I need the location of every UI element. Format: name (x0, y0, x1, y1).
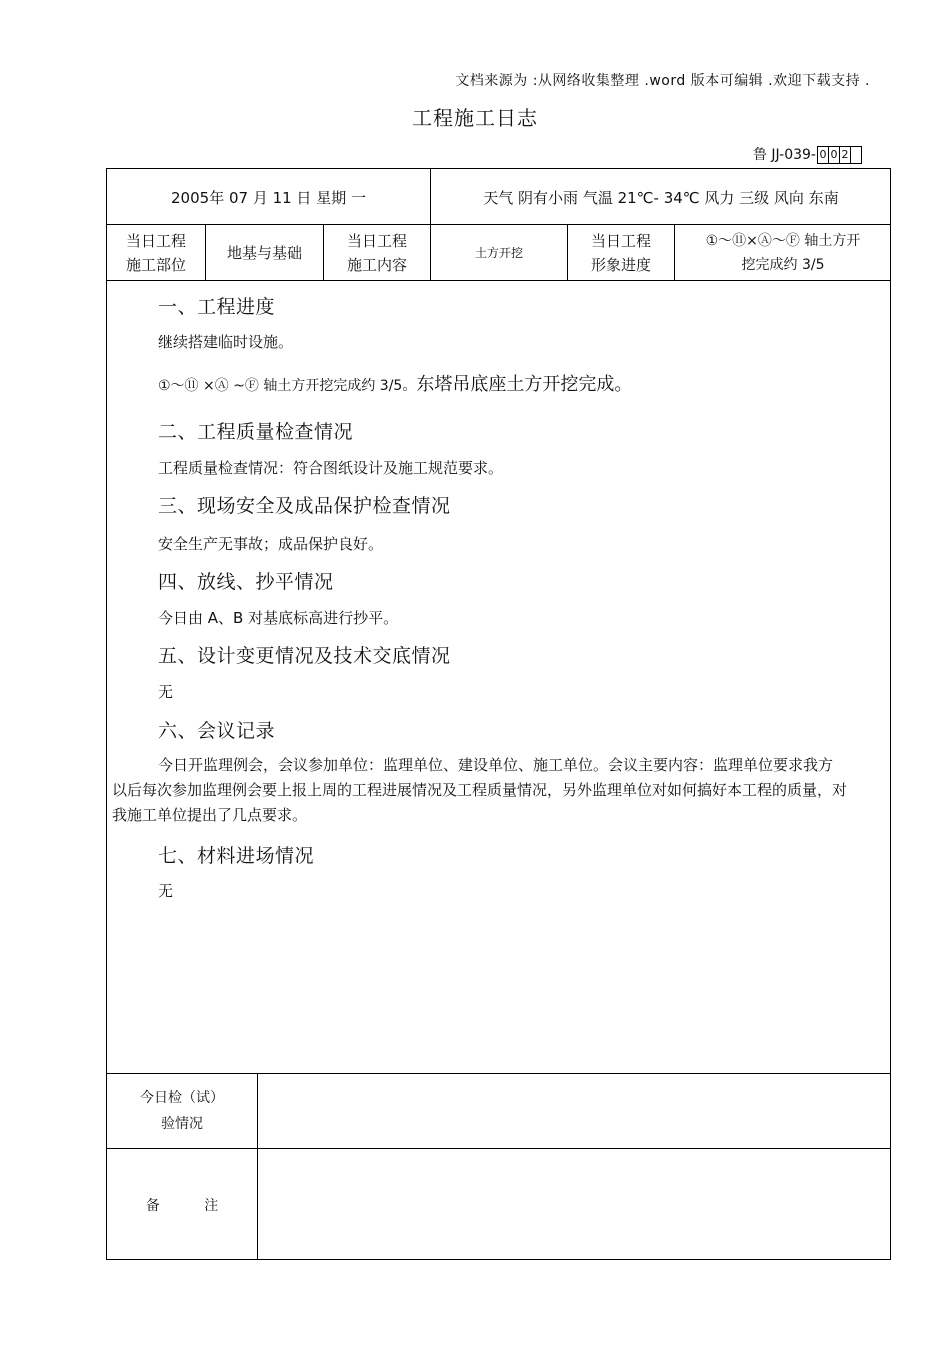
section-heading: 七、材料进场情况 (158, 845, 315, 867)
section-heading: 五、设计变更情况及技术交底情况 (158, 645, 451, 667)
section-heading: 三、现场安全及成品保护检查情况 (158, 495, 451, 517)
meeting-record-text: 今日开监理例会，会议参加单位：监理单位、建设单位、施工单位。会议主要内容：监理单位要求我方以后每次参加监理例会要上报上周的工程进展情况及工程质量情况，另外监理单位对如何搞好本工程的质量，对我施工单位提出了几点要求。 (112, 756, 848, 824)
section-text: 无 (158, 882, 174, 900)
progress-axis-text: ①～⑪ ×Ⓐ ~Ⓕ 轴土方开挖完成约 3/5。 (158, 378, 417, 394)
remark-value (258, 1149, 891, 1260)
weather-cell: 天气 阴有小雨 气温 21℃- 34℃ 风力 三级 风向 东南 (483, 188, 839, 207)
code-digit: 2 (839, 146, 851, 164)
progress-value: ①～⑪×Ⓐ～Ⓕ 轴土方开 挖完成约 3/5 (705, 233, 861, 273)
date-cell: 2005年 07 月 11 日 星期 一 (171, 188, 366, 207)
section-text: 继续搭建临时设施。 (158, 333, 294, 351)
test-label: 今日检（试） 验情况 (140, 1090, 224, 1132)
document-code-boxes (818, 146, 862, 164)
test-value (258, 1074, 891, 1148)
section-heading: 四、放线、抄平情况 (158, 571, 334, 593)
section-text: 无 (158, 683, 174, 701)
progress-label: 当日工程 形象进度 (590, 232, 651, 274)
document-title: 工程施工日志 (412, 106, 538, 130)
tower-crane-text: 东塔吊底座土方开挖完成。 (416, 374, 633, 395)
code-digit: 0 (828, 146, 840, 164)
section-text: 工程质量检查情况：符合图纸设计及施工规范要求。 (158, 459, 504, 477)
content-label: 当日工程 施工内容 (346, 232, 407, 274)
section-heading: 一、工程进度 (158, 296, 276, 318)
source-note: 文档来源为 :从网络收集整理 .word 版本可编辑 .欢迎下载支持 . (455, 73, 870, 89)
remark-label: 备 注 (145, 1197, 219, 1214)
code-digit: 0 (817, 146, 829, 164)
section-heading: 二、工程质量检查情况 (158, 421, 354, 443)
code-digit (850, 146, 862, 164)
document-code (0, 144, 862, 164)
location-value: 地基与基础 (226, 244, 302, 262)
section-text (158, 370, 632, 396)
section-text: 今日由 A、B 对基底标高进行抄平。 (158, 609, 399, 627)
section-heading: 六、会议记录 (158, 720, 276, 742)
document-code-prefix: 鲁 JJ-039- (752, 147, 816, 163)
section-text: 安全生产无事故；成品保护良好。 (158, 535, 384, 553)
content-value: 土方开挖 (474, 246, 523, 260)
location-label: 当日工程 施工部位 (125, 232, 186, 274)
